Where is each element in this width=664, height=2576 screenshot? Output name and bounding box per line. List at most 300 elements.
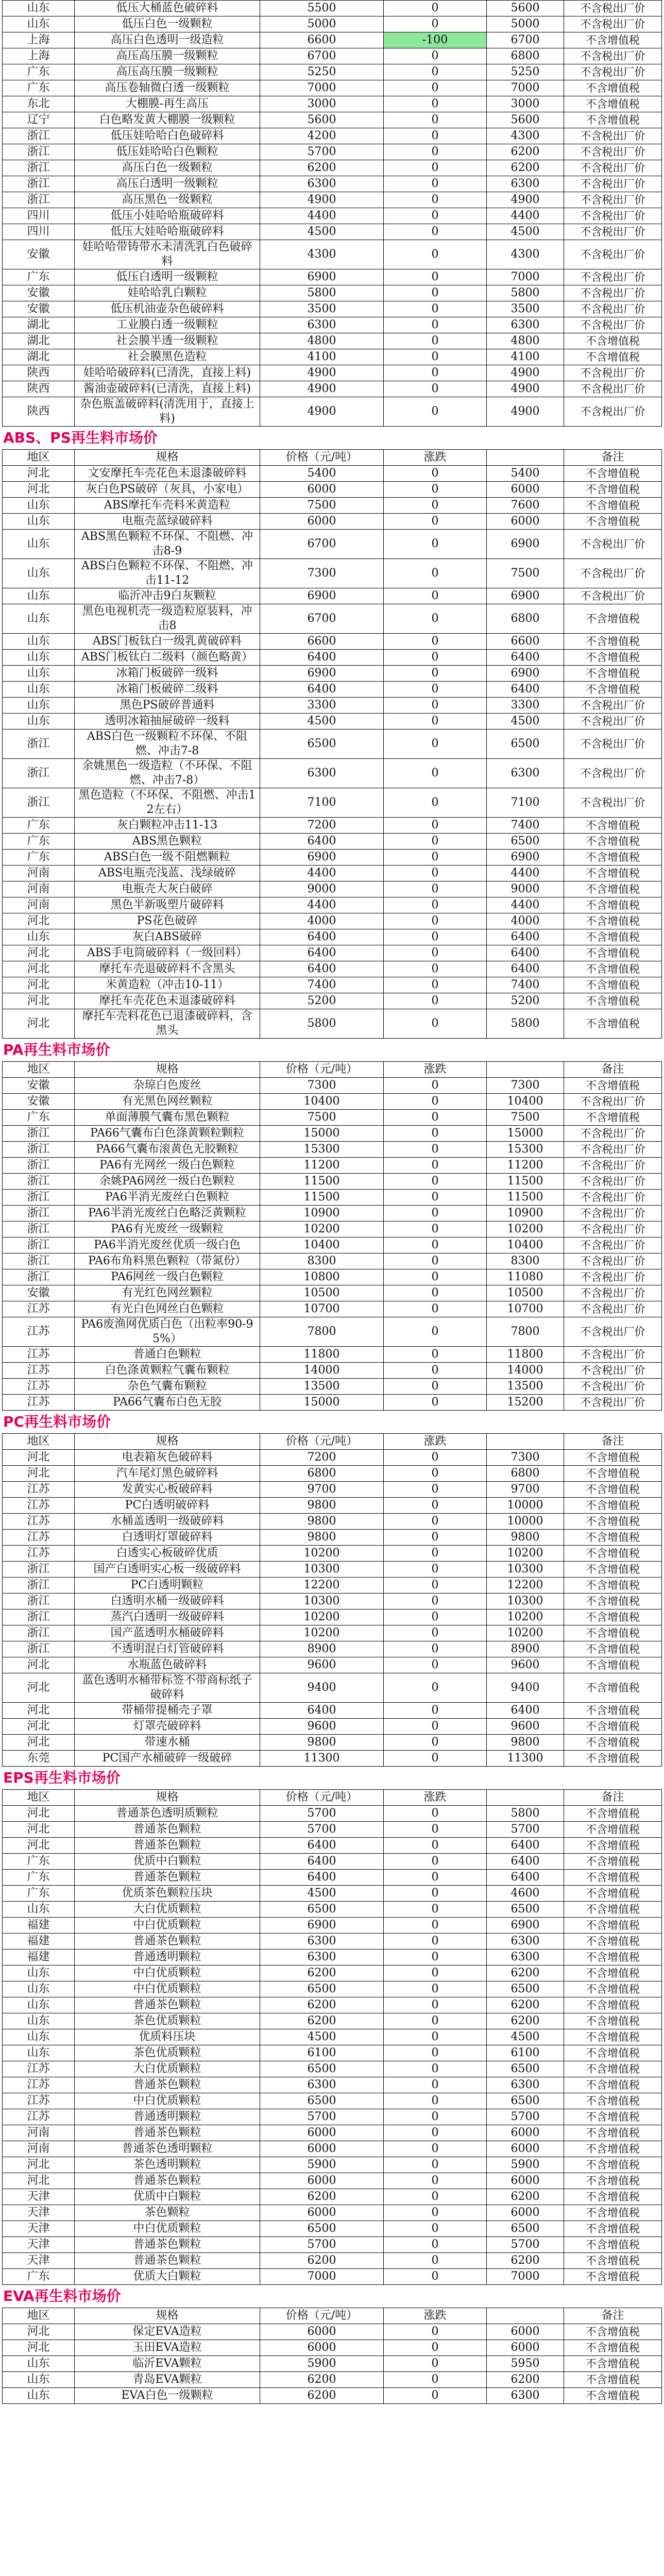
- spec-cell: ABS门板钛白二级料（颜色略黄）: [75, 650, 260, 666]
- region-cell: 广东: [3, 1886, 75, 1902]
- table-row: [3, 1822, 662, 1838]
- note-cell: 不含增值税: [564, 1934, 662, 1950]
- note-cell: 不含税出厂价: [564, 730, 662, 759]
- region-cell: 河北: [3, 1657, 75, 1673]
- table-row: [3, 1, 662, 16]
- last-price-cell: 6100: [487, 2045, 564, 2061]
- table-row: [3, 1902, 662, 1918]
- spec-cell: 有光红色网丝颗粒: [75, 1285, 260, 1301]
- region-cell: 山东: [3, 2356, 75, 2372]
- last-price-cell: 7800: [487, 1317, 564, 1347]
- change-cell: 0: [384, 208, 487, 224]
- change-cell: 0: [384, 2125, 487, 2141]
- region-cell: 山东: [3, 666, 75, 682]
- table-row: [3, 1609, 662, 1625]
- last-price-cell: 7500: [487, 1110, 564, 1126]
- change-cell: 0: [384, 1965, 487, 1981]
- region-cell: 河北: [3, 1719, 75, 1735]
- region-cell: 河南: [3, 866, 75, 882]
- region-cell: 浙江: [3, 176, 75, 192]
- last-price-cell: 6200: [487, 1997, 564, 2013]
- region-cell: 广东: [3, 269, 75, 285]
- last-price-cell: 5600: [487, 1, 564, 16]
- price-cell: 6700: [260, 530, 384, 559]
- note-cell: 不含税出厂价: [564, 1126, 662, 1142]
- price-cell: 6800: [260, 1466, 384, 1482]
- change-cell: 0: [384, 285, 487, 301]
- table-row: [3, 1317, 662, 1347]
- change-cell: 0: [384, 714, 487, 730]
- last-price-cell: 6300: [487, 1950, 564, 1965]
- spec-cell: PA6网丝一级白色颗粒: [75, 1269, 260, 1285]
- table-row: [3, 961, 662, 977]
- region-cell: 广东: [3, 1110, 75, 1126]
- spec-cell: 摩托车壳花色未退漆破碎料: [75, 993, 260, 1009]
- table-row: [3, 1142, 662, 1158]
- change-header: 涨跌: [384, 1062, 487, 1078]
- price-cell: 7100: [260, 788, 384, 818]
- note-cell: 不含增值税: [564, 2045, 662, 2061]
- table-row: [3, 588, 662, 604]
- last-price-cell: 7000: [487, 2269, 564, 2285]
- note-cell: 不含税出厂价: [564, 240, 662, 269]
- last-price-cell: 10700: [487, 1301, 564, 1317]
- table-header-row: [3, 2308, 662, 2324]
- last-price-cell: 6500: [487, 1981, 564, 1997]
- change-cell: 0: [384, 993, 487, 1009]
- last-price-cell: 10500: [487, 1285, 564, 1301]
- note-cell: 不含增值税: [564, 650, 662, 666]
- table-row: [3, 1110, 662, 1126]
- note-cell: 不含增值税: [564, 1594, 662, 1609]
- note-cell: 不含税出厂价: [564, 1347, 662, 1363]
- spec-cell: 蒸汽白透明一级破碎料: [75, 1609, 260, 1625]
- change-cell: 0: [384, 788, 487, 818]
- table-row: [3, 1806, 662, 1822]
- last-price-cell: 7000: [487, 80, 564, 96]
- region-cell: 河北: [3, 977, 75, 993]
- note-cell: 不含税出厂价: [564, 788, 662, 818]
- last-price-cell: 6700: [487, 32, 564, 48]
- spec-cell: 白透实心板破碎优质: [75, 1546, 260, 1562]
- note-cell: 不含税出厂价: [564, 1190, 662, 1206]
- table-row: [3, 1641, 662, 1657]
- region-cell: 山东: [3, 1, 75, 16]
- change-cell: 0: [384, 240, 487, 269]
- last-price-cell: 6400: [487, 1838, 564, 1854]
- note-cell: 不含增值税: [564, 882, 662, 897]
- spec-cell: 白透明灯罩破碎料: [75, 1530, 260, 1546]
- spec-cell: 低压大桶蓝色破碎料: [75, 1, 260, 16]
- region-cell: 江苏: [3, 2093, 75, 2109]
- table-row: [3, 698, 662, 714]
- change-cell: 0: [384, 1363, 487, 1379]
- region-cell: 山东: [3, 2029, 75, 2045]
- table-row: [3, 993, 662, 1009]
- change-cell: 0: [384, 850, 487, 866]
- price-cell: 6400: [260, 682, 384, 698]
- price-cell: 7500: [260, 1110, 384, 1126]
- table-row: [3, 2109, 662, 2125]
- spec-header: 规格: [75, 2308, 260, 2324]
- last-price-cell: 6000: [487, 2340, 564, 2356]
- price-cell: 6000: [260, 2340, 384, 2356]
- spec-cell: 白色涤黄颗粒气囊布颗粒: [75, 1363, 260, 1379]
- region-cell: 山东: [3, 698, 75, 714]
- region-cell: 浙江: [3, 160, 75, 176]
- last-price-cell: 4400: [487, 866, 564, 882]
- price-header: 价格（元/吨）: [260, 1790, 384, 1806]
- change-cell: 0: [384, 961, 487, 977]
- note-cell: 不含增值税: [564, 333, 662, 349]
- change-cell: 0: [384, 1466, 487, 1482]
- price-cell: 12200: [260, 1578, 384, 1594]
- last-price-cell: 11500: [487, 1190, 564, 1206]
- spec-cell: PC白透明颗粒: [75, 1578, 260, 1594]
- spec-cell: 电瓶壳大灰白破碎: [75, 882, 260, 897]
- region-cell: 山东: [3, 2013, 75, 2029]
- note-cell: 不含税出厂价: [564, 1269, 662, 1285]
- price-cell: 7000: [260, 2269, 384, 2285]
- price-cell: 6600: [260, 634, 384, 650]
- spec-cell: PA6布角料黑色颗粒（带氮份）: [75, 1253, 260, 1269]
- region-cell: 浙江: [3, 1174, 75, 1190]
- price-cell: 6500: [260, 1902, 384, 1918]
- spec-cell: 普通茶色透明颗粒: [75, 2141, 260, 2157]
- table-row: [3, 240, 662, 269]
- price-cell: 9700: [260, 1482, 384, 1498]
- table-row: [3, 1719, 662, 1735]
- table-row: [3, 2061, 662, 2077]
- note-cell: 不含增值税: [564, 913, 662, 929]
- last-price-cell: 6900: [487, 666, 564, 682]
- note-cell: 不含增值税: [564, 682, 662, 698]
- spec-cell: 发黄实心板破碎料: [75, 1482, 260, 1498]
- price-cell: 4100: [260, 349, 384, 365]
- spec-cell: 冰箱门板破碎一级料: [75, 666, 260, 682]
- spec-cell: 灰白颗粒冲击11-13: [75, 818, 260, 834]
- note-cell: 不含税出厂价: [564, 1094, 662, 1110]
- spec-cell: 黑色电视机壳一级造粒原装料，冲击8: [75, 604, 260, 634]
- spec-cell: 黑色PS破碎普通料: [75, 698, 260, 714]
- note-cell: 不含增值税: [564, 2157, 662, 2173]
- price-cell: 11200: [260, 1158, 384, 1174]
- region-cell: 河北: [3, 1735, 75, 1751]
- change-cell: 0: [384, 16, 487, 32]
- table-row: [3, 144, 662, 160]
- price-cell: 6200: [260, 2388, 384, 2404]
- last-price-cell: 6600: [487, 634, 564, 650]
- price-cell: 6200: [260, 2013, 384, 2029]
- table-row: [3, 2388, 662, 2404]
- last-price-header: [487, 1790, 564, 1806]
- table-header-row: [3, 1062, 662, 1078]
- price-cell: 5700: [260, 2109, 384, 2125]
- table-row: [3, 2340, 662, 2356]
- spec-cell: 余姚PA6网丝一级白色颗粒: [75, 1174, 260, 1190]
- price-cell: 4900: [260, 192, 384, 208]
- last-price-cell: 6300: [487, 2077, 564, 2093]
- last-price-cell: 8300: [487, 1253, 564, 1269]
- price-cell: 10700: [260, 1301, 384, 1317]
- price-cell: 11800: [260, 1347, 384, 1363]
- region-cell: 浙江: [3, 144, 75, 160]
- spec-cell: PA6有光网丝一级白色颗粒: [75, 1158, 260, 1174]
- spec-cell: 高压黑色一级颗粒: [75, 192, 260, 208]
- region-cell: 河南: [3, 897, 75, 913]
- price-cell: 6500: [260, 2093, 384, 2109]
- note-cell: 不含增值税: [564, 1657, 662, 1673]
- region-cell: 浙江: [3, 1222, 75, 1238]
- note-cell: 不含增值税: [564, 1950, 662, 1965]
- change-cell: 0: [384, 48, 487, 64]
- table-row: [3, 945, 662, 961]
- change-cell: 0: [384, 1609, 487, 1625]
- note-cell: 不含增值税: [564, 2013, 662, 2029]
- region-cell: 广东: [3, 64, 75, 80]
- table-row: [3, 2045, 662, 2061]
- region-cell: 上海: [3, 48, 75, 64]
- table-row: [3, 1870, 662, 1886]
- table-row: [3, 1482, 662, 1498]
- note-cell: 不含税出厂价: [564, 759, 662, 788]
- table-row: [3, 397, 662, 427]
- table-row: [3, 929, 662, 945]
- price-cell: 5900: [260, 2356, 384, 2372]
- change-cell: 0: [384, 1997, 487, 2013]
- change-cell: 0: [384, 1981, 487, 1997]
- note-cell: 不含税出厂价: [564, 128, 662, 144]
- change-cell: 0: [384, 1078, 487, 1094]
- spec-cell: 普通茶色颗粒: [75, 1934, 260, 1950]
- note-header: 备注: [564, 1434, 662, 1450]
- note-cell: 不含税出厂价: [564, 144, 662, 160]
- table-row: [3, 1238, 662, 1253]
- note-cell: 不含税出厂价: [564, 1158, 662, 1174]
- region-cell: 河北: [3, 961, 75, 977]
- note-cell: 不含税出厂价: [564, 208, 662, 224]
- change-cell: 0: [384, 1594, 487, 1609]
- price-cell: 15000: [260, 1126, 384, 1142]
- change-cell: 0: [384, 1450, 487, 1466]
- last-price-cell: 6000: [487, 2324, 564, 2340]
- change-cell: 0: [384, 1395, 487, 1411]
- note-cell: 不含增值税: [564, 1981, 662, 1997]
- note-cell: 不含税出厂价: [564, 1222, 662, 1238]
- spec-header: 规格: [75, 1062, 260, 1078]
- price-cell: 7200: [260, 818, 384, 834]
- last-price-cell: 7600: [487, 498, 564, 514]
- region-cell: 浙江: [3, 1562, 75, 1578]
- note-cell: 不含增值税: [564, 818, 662, 834]
- table-row: [3, 269, 662, 285]
- note-cell: 不含增值税: [564, 604, 662, 634]
- table-row: [3, 1562, 662, 1578]
- spec-cell: PA6半消光废丝白色略泛黄颗粒: [75, 1206, 260, 1222]
- note-cell: 不含税出厂价: [564, 714, 662, 730]
- region-cell: 山东: [3, 1981, 75, 1997]
- last-price-cell: 10200: [487, 1609, 564, 1625]
- region-cell: 湖北: [3, 333, 75, 349]
- region-cell: 浙江: [3, 128, 75, 144]
- spec-cell: 优质大白颗粒: [75, 2269, 260, 2285]
- note-cell: 不含增值税: [564, 634, 662, 650]
- last-price-cell: 6000: [487, 2125, 564, 2141]
- spec-cell: 杂色瓶盖破碎料(清洗用于，直接上料): [75, 397, 260, 427]
- price-cell: 6300: [260, 176, 384, 192]
- note-cell: 不含增值税: [564, 466, 662, 482]
- note-cell: 不含税出厂价: [564, 1317, 662, 1347]
- change-cell: 0: [384, 2221, 487, 2237]
- region-cell: 山东: [3, 530, 75, 559]
- last-price-cell: 5700: [487, 1822, 564, 1838]
- table-row: [3, 2013, 662, 2029]
- spec-cell: 大白优质颗粒: [75, 1902, 260, 1918]
- spec-cell: 茶色优质颗粒: [75, 2013, 260, 2029]
- note-cell: 不含税出厂价: [564, 64, 662, 80]
- note-cell: 不含税出厂价: [564, 1285, 662, 1301]
- price-cell: 5900: [260, 2157, 384, 2173]
- note-cell: 不含增值税: [564, 961, 662, 977]
- price-cell: 4500: [260, 2029, 384, 2045]
- note-cell: 不含增值税: [564, 2189, 662, 2205]
- region-cell: 山东: [3, 2045, 75, 2061]
- note-cell: 不含增值税: [564, 2356, 662, 2372]
- note-cell: 不含增值税: [564, 1822, 662, 1838]
- change-cell: 0: [384, 2013, 487, 2029]
- last-price-cell: 11800: [487, 1347, 564, 1363]
- note-cell: 不含增值税: [564, 929, 662, 945]
- change-cell: 0: [384, 269, 487, 285]
- note-cell: 不含增值税: [564, 2125, 662, 2141]
- note-cell: 不含增值税: [564, 1450, 662, 1466]
- table-row: [3, 1625, 662, 1641]
- region-cell: 辽宁: [3, 112, 75, 128]
- change-cell: 0: [384, 818, 487, 834]
- last-price-cell: 5700: [487, 2109, 564, 2125]
- price-cell: 9800: [260, 1735, 384, 1751]
- region-cell: 浙江: [3, 1609, 75, 1625]
- price-cell: 10900: [260, 1206, 384, 1222]
- price-cell: 6200: [260, 2372, 384, 2388]
- table-row: [3, 1094, 662, 1110]
- note-cell: 不含增值税: [564, 1514, 662, 1530]
- price-cell: 6000: [260, 2125, 384, 2141]
- last-price-cell: 3500: [487, 301, 564, 317]
- table-header-row: [3, 1434, 662, 1450]
- price-cell: 15000: [260, 1395, 384, 1411]
- last-price-cell: 6300: [487, 1934, 564, 1950]
- region-cell: 河北: [3, 1703, 75, 1719]
- change-cell: 0: [384, 1870, 487, 1886]
- table-row: [3, 1269, 662, 1285]
- price-cell: 6400: [260, 961, 384, 977]
- spec-cell: 社会膜黑色造粒: [75, 349, 260, 365]
- table-row: [3, 977, 662, 993]
- change-cell: 0: [384, 381, 487, 397]
- last-price-cell: 5800: [487, 1806, 564, 1822]
- last-price-cell: 6500: [487, 2093, 564, 2109]
- region-cell: 浙江: [3, 1206, 75, 1222]
- last-price-cell: 10200: [487, 1546, 564, 1562]
- note-cell: 不含税出厂价: [564, 160, 662, 176]
- price-section: [2, 2285, 661, 2404]
- change-cell: 0: [384, 144, 487, 160]
- last-price-cell: 5000: [487, 16, 564, 32]
- price-cell: 6900: [260, 850, 384, 866]
- price-cell: 11500: [260, 1190, 384, 1206]
- region-cell: 河北: [3, 466, 75, 482]
- note-cell: 不含税出厂价: [564, 1253, 662, 1269]
- table-row: [3, 2237, 662, 2253]
- spec-cell: 汽车尾灯黑色破碎料: [75, 1466, 260, 1482]
- last-price-cell: 7500: [487, 559, 564, 588]
- change-cell: 0: [384, 1301, 487, 1317]
- table-row: [3, 1838, 662, 1854]
- spec-cell: 带速水桶: [75, 1735, 260, 1751]
- spec-cell: 工业膜白透一级颗粒: [75, 317, 260, 333]
- note-cell: 不含增值税: [564, 2253, 662, 2269]
- price-cell: 15300: [260, 1142, 384, 1158]
- spec-cell: PS花色破碎: [75, 913, 260, 929]
- note-cell: 不含增值税: [564, 2340, 662, 2356]
- spec-cell: 中白优质颗粒: [75, 1965, 260, 1981]
- region-cell: 陕西: [3, 381, 75, 397]
- region-cell: 浙江: [3, 1625, 75, 1641]
- spec-cell: 普通透明颗粒: [75, 1950, 260, 1965]
- price-cell: 6700: [260, 48, 384, 64]
- spec-cell: PA66气囊布滚黄色无胶颗粒: [75, 1142, 260, 1158]
- change-cell: 0: [384, 80, 487, 96]
- note-cell: 不含增值税: [564, 1886, 662, 1902]
- table-row: [3, 1174, 662, 1190]
- price-table: [2, 1061, 662, 1411]
- change-cell: 0: [384, 945, 487, 961]
- region-cell: 江苏: [3, 1347, 75, 1363]
- region-cell: 四川: [3, 208, 75, 224]
- note-cell: 不含税出厂价: [564, 559, 662, 588]
- last-price-cell: 7400: [487, 818, 564, 834]
- spec-cell: 中白优质颗粒: [75, 2093, 260, 2109]
- last-price-cell: 6400: [487, 1703, 564, 1719]
- region-cell: 安徽: [3, 240, 75, 269]
- section-title: PA再生料市场价: [3, 1041, 110, 1058]
- region-cell: 江苏: [3, 2061, 75, 2077]
- price-cell: 4400: [260, 897, 384, 913]
- note-cell: 不含增值税: [564, 1482, 662, 1498]
- spec-cell: 电瓶壳蓝绿破碎料: [75, 514, 260, 530]
- table-row: [3, 1703, 662, 1719]
- note-cell: 不含增值税: [564, 1546, 662, 1562]
- spec-cell: 有光白色网丝白色颗粒: [75, 1301, 260, 1317]
- change-cell: 0: [384, 1641, 487, 1657]
- region-cell: 福建: [3, 1918, 75, 1934]
- price-cell: 5500: [260, 1, 384, 16]
- section-title: PC再生料市场价: [3, 1413, 111, 1430]
- note-header: 备注: [564, 1790, 662, 1806]
- spec-cell: 高压白色透明一级造粒: [75, 32, 260, 48]
- table-row: [3, 333, 662, 349]
- change-cell: 0: [384, 588, 487, 604]
- last-price-cell: 4900: [487, 365, 564, 381]
- region-cell: 湖北: [3, 317, 75, 333]
- note-cell: 不含增值税: [564, 2221, 662, 2237]
- note-cell: 不含增值税: [564, 112, 662, 128]
- price-cell: 5700: [260, 1806, 384, 1822]
- last-price-cell: 6200: [487, 2253, 564, 2269]
- spec-cell: 中白优质颗粒: [75, 1918, 260, 1934]
- table-row: [3, 482, 662, 498]
